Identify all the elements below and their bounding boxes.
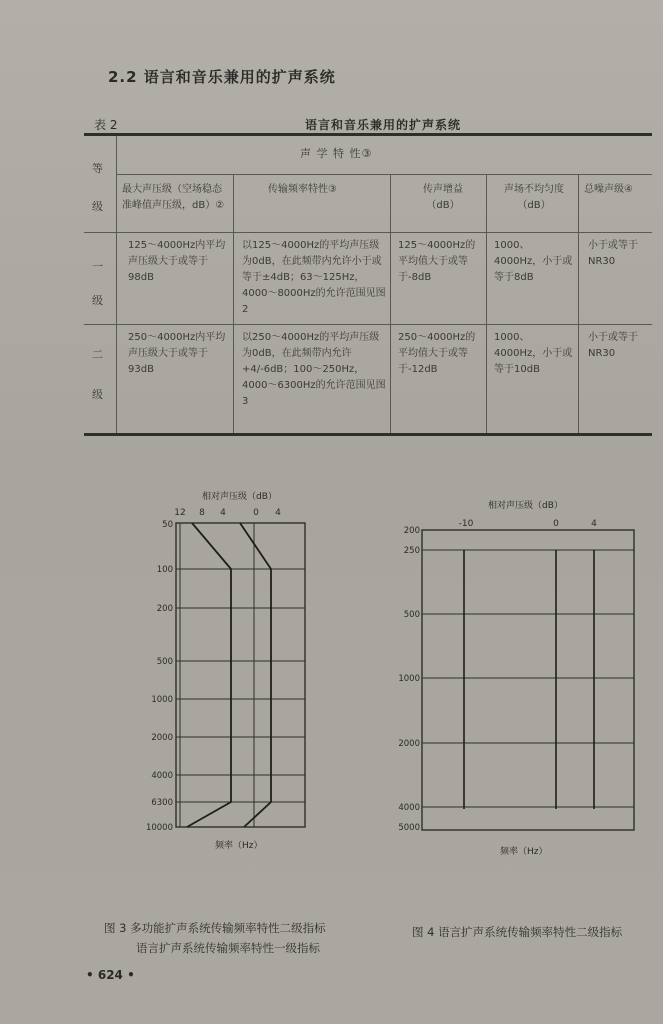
figure-3-x-tick: 8 <box>199 508 205 518</box>
table-col-divider <box>390 175 391 433</box>
figure-3-x-tick: 4 <box>220 508 226 518</box>
figure-4-bottom-label: 频率（Hz） <box>500 847 548 857</box>
column-header-gain: 传声增益（dB） <box>423 184 463 211</box>
column-header-frequency-response: 传输频率特性③ <box>268 184 337 195</box>
column-header-max-spl: 最大声压级（空场稳态准峰值声压级，dB）② <box>122 184 225 211</box>
figure-4-y-tick: 1000 <box>398 674 420 684</box>
figure-3-y-tick: 4000 <box>151 771 173 781</box>
table-bottom-rule <box>84 433 652 436</box>
grade-1-char: 一 <box>92 260 103 273</box>
figure-4-frame <box>422 530 634 830</box>
figure-3-y-tick: 100 <box>156 565 173 575</box>
page-number: • 624 • <box>86 968 135 982</box>
row-2-gain: 250～4000Hz的平均值大于或等于-12dB <box>398 332 476 375</box>
figure-4-x-tick: -10 <box>458 519 474 529</box>
column-header-uniformity: 声场不均匀度（dB） <box>504 184 564 211</box>
grade-header-char: 等 <box>92 162 103 175</box>
table-title: 语言和音乐兼用的扩声系统 <box>305 118 462 132</box>
grade-1-char: 级 <box>92 294 103 307</box>
figure-4-x-tick: 4 <box>591 519 597 529</box>
row-2-frequency-response: 以250～4000Hz的平均声压级为0dB，在此频带内允许 +4/-6dB；100～250Hz，4000～6300Hz的允许范围见图3 <box>242 332 386 407</box>
row-1-max-spl: 125～4000Hz内平均声压级大于或等于98dB <box>128 240 226 283</box>
figure-3-caption-line: 语言扩声系统传输频率特性一级指标 <box>136 941 320 955</box>
column-header-noise: 总噪声级④ <box>584 184 633 195</box>
row-1-uniformity: 1000、4000Hz，小于或等于8dB <box>494 240 573 283</box>
table-col-divider <box>486 175 487 433</box>
grade-2-char: 二 <box>92 348 103 361</box>
table-header-rule <box>84 232 652 233</box>
figure-4 <box>380 492 642 864</box>
row-2-uniformity: 1000、4000Hz，小于或等于10dB <box>494 332 573 375</box>
figure-3 <box>130 485 330 855</box>
figure-4-y-tick: 4000 <box>398 803 420 813</box>
row-1-gain: 125～4000Hz的平均值大于或等于-8dB <box>398 240 476 283</box>
figure-4-y-tick: 2000 <box>398 739 420 749</box>
figure-4-y-tick: 500 <box>403 610 420 620</box>
table-row-rule <box>84 324 652 325</box>
figure-3-bottom-label: 频率（Hz） <box>215 841 263 851</box>
table-col-divider <box>116 136 117 433</box>
figure-4-caption: 图 4 语言扩声系统传输频率特性二级指标 <box>412 925 623 939</box>
table-subheader-rule <box>116 174 652 175</box>
figure-3-x-tick: 0 <box>253 508 259 518</box>
figure-3-y-tick: 1000 <box>151 695 173 705</box>
figure-4-y-tick: 200 <box>403 526 420 536</box>
figure-4-x-tick: 0 <box>553 519 559 529</box>
figure-3-y-tick: 500 <box>156 657 173 667</box>
row-2-max-spl: 250～4000Hz内平均声压级大于或等于93dB <box>128 332 226 375</box>
figure-4-y-tick: 5000 <box>398 823 420 833</box>
table-col-divider <box>233 175 234 433</box>
figure-3-x-tick: 4 <box>275 508 281 518</box>
grade-2-char: 级 <box>92 388 103 401</box>
table-top-rule <box>84 133 652 136</box>
acoustic-characteristics-header: 声 学 特 性③ <box>300 147 373 160</box>
figure-3-y-tick: 50 <box>162 520 173 530</box>
section-heading: 2.2 语言和音乐兼用的扩声系统 <box>108 68 336 86</box>
table-label: 表 2 <box>94 118 118 132</box>
figure-4-y-tick: 250 <box>403 546 420 556</box>
figure-3-y-tick: 200 <box>156 604 173 614</box>
figure-3-x-tick: 12 <box>174 508 186 518</box>
table-col-divider <box>578 175 579 433</box>
figure-4-top-label: 相对声压级（dB） <box>488 501 563 511</box>
figure-3-y-tick: 6300 <box>151 798 173 808</box>
row-1-noise: 小于或等于NR30 <box>588 240 638 267</box>
row-1-frequency-response: 以125～4000Hz的平均声压级为0dB，在此频带内允许小于或等于±4dB；63～125Hz，4000～8000Hz的允许范围见图2 <box>242 240 386 315</box>
grade-header-char: 级 <box>92 200 103 213</box>
figure-3-y-tick: 10000 <box>145 823 173 833</box>
row-2-noise: 小于或等于NR30 <box>588 332 638 359</box>
figure-3-top-label: 相对声压级（dB） <box>202 492 277 502</box>
figure-3-caption-line: 图 3 多功能扩声系统传输频率特性二级指标 <box>104 921 326 935</box>
figure-3-y-tick: 2000 <box>151 733 173 743</box>
